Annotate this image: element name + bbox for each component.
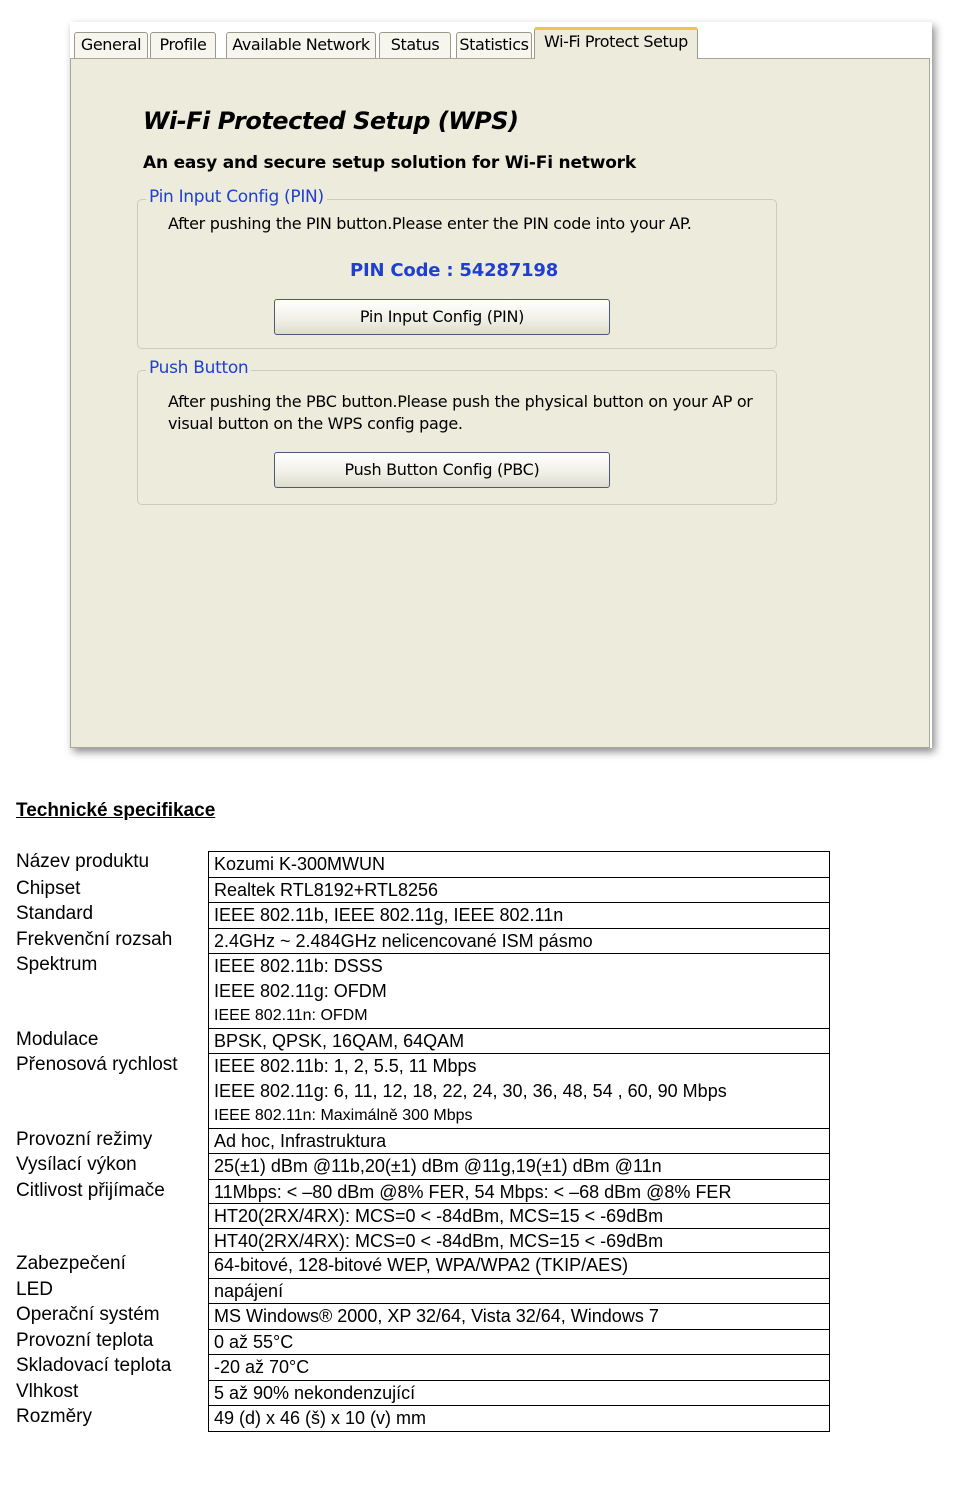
page-title: Wi-Fi Protected Setup (WPS)	[143, 107, 519, 135]
spec-value-line: napájení	[214, 1280, 284, 1301]
spec-value-line: Ad hoc, Infrastruktura	[214, 1130, 387, 1151]
spec-value-line: 49 (d) x 46 (š) x 10 (v) mm	[214, 1408, 427, 1428]
spec-value	[208, 1253, 830, 1279]
spec-label: Rozměry	[16, 1406, 93, 1427]
spec-value	[208, 851, 830, 878]
tab-profile[interactable]: Profile	[150, 32, 216, 58]
spec-value-line: 0 až 55°C	[214, 1331, 294, 1352]
spec-value	[208, 954, 830, 1029]
spec-value-line: IEEE 802.11b, IEEE 802.11g, IEEE 802.11n	[214, 905, 564, 925]
spec-value	[208, 1279, 830, 1305]
spec-value-line: Kozumi K-300MWUN	[214, 854, 386, 874]
pin-input-group	[137, 187, 777, 349]
spec-label: Skladovací teplota	[16, 1355, 172, 1376]
pbc-group-description: After pushing the PBC button.Please push the physical button on your AP or visual button on the WPS config page.	[168, 392, 753, 433]
spec-row-operating-temp	[10, 1330, 830, 1356]
spec-value	[208, 1029, 830, 1055]
spec-row-standard	[10, 903, 830, 929]
wps-panel	[70, 58, 930, 748]
spec-label: Zabezpečení	[16, 1253, 126, 1274]
spec-value-line: HT40(2RX/4RX): MCS=0 < -84dBm, MCS=15 < -69dBm	[209, 1229, 829, 1254]
pin-group-description: After pushing the PIN button.Please enter the PIN code into your AP.	[168, 214, 692, 233]
spec-value-line: IEEE 802.11b: DSSS	[214, 956, 383, 976]
spec-value-line: BPSK, QPSK, 16QAM, 64QAM	[214, 1030, 465, 1051]
spec-value-line: 5 až 90% nekondenzující	[214, 1382, 416, 1403]
spec-row-operating-modes	[10, 1129, 830, 1155]
spec-row-tx-power	[10, 1154, 830, 1180]
tab-wifi-protect-setup[interactable]: Wi-Fi Protect Setup	[534, 27, 698, 59]
wps-utility-screenshot	[70, 22, 932, 748]
spec-row-modulation	[10, 1029, 830, 1055]
spec-heading: Technické specifikace	[16, 800, 216, 821]
spec-row-data-rate	[10, 1054, 830, 1129]
spec-value-line: HT20(2RX/4RX): MCS=0 < -84dBm, MCS=15 < -69dBm	[209, 1204, 829, 1229]
spec-value	[208, 1154, 830, 1180]
spec-value	[208, 1129, 830, 1155]
pin-group-title: Pin Input Config (PIN)	[146, 187, 327, 207]
spec-label: Frekvenční rozsah	[16, 928, 173, 950]
spec-value-line: IEEE 802.11n: OFDM	[214, 1007, 368, 1024]
spec-value-line: IEEE 802.11b: 1, 2, 5.5, 11 Mbps	[214, 1056, 477, 1076]
spec-label: Vlhkost	[16, 1380, 79, 1402]
spec-label: Spektrum	[16, 954, 98, 975]
spec-value	[208, 1180, 830, 1254]
spec-value-line: 2.4GHz ~ 2.484GHz nelicencované ISM pásmo	[214, 930, 593, 951]
spec-value-line: 64-bitové, 128-bitové WEP, WPA/WPA2 (TKIP/AES)	[214, 1255, 629, 1275]
spec-value-line: IEEE 802.11g: 6, 11, 12, 18, 22, 24, 30, 36, 48, 54 , 60, 90 Mbps	[214, 1080, 727, 1101]
spec-row-dimensions	[10, 1406, 830, 1432]
spec-label: Vysílací výkon	[16, 1154, 137, 1175]
push-button-config-button[interactable]: Push Button Config (PBC)	[274, 452, 610, 488]
pbc-group-title: Push Button	[146, 358, 251, 378]
spec-value-line: -20 až 70°C	[214, 1357, 310, 1377]
push-button-group	[137, 358, 777, 505]
tab-general[interactable]: General	[74, 32, 148, 58]
pin-input-config-button[interactable]: Pin Input Config (PIN)	[274, 299, 610, 335]
spec-row-chipset	[10, 878, 830, 904]
spec-value	[208, 1355, 830, 1381]
spec-value	[208, 903, 830, 929]
spec-row-led	[10, 1279, 830, 1305]
spec-row-frequency	[10, 929, 830, 955]
spec-value	[208, 1304, 830, 1330]
spec-value	[208, 929, 830, 955]
spec-table	[10, 851, 830, 1432]
spec-row-product-name	[10, 851, 830, 878]
tab-available-network[interactable]: Available Network	[226, 32, 376, 58]
spec-row-humidity	[10, 1381, 830, 1407]
spec-label: Přenosová rychlost	[16, 1054, 178, 1075]
spec-value-line: IEEE 802.11n: Maximálně 300 Mbps	[214, 1107, 473, 1124]
pin-code-readout: PIN Code : 54287198	[350, 260, 559, 281]
tab-status[interactable]: Status	[379, 32, 451, 58]
spec-value	[208, 1330, 830, 1356]
spec-value-line: IEEE 802.11g: OFDM	[214, 980, 387, 1001]
spec-label: Citlivost přijímače	[16, 1179, 165, 1201]
spec-value	[208, 878, 830, 904]
spec-row-sensitivity	[10, 1180, 830, 1254]
spec-value-line: 25(±1) dBm @11b,20(±1) dBm @11g,19(±1) dBm @11n	[214, 1156, 662, 1176]
spec-row-storage-temp	[10, 1355, 830, 1381]
spec-row-spectrum	[10, 954, 830, 1029]
spec-row-os	[10, 1304, 830, 1330]
spec-label: Provozní režimy	[16, 1128, 153, 1150]
spec-value-line: 11Mbps: < –80 dBm @8% FER, 54 Mbps: < –68 dBm @8% FER	[209, 1180, 829, 1205]
spec-label: Standard	[16, 903, 94, 924]
page-subtitle: An easy and secure setup solution for Wi-Fi network	[143, 153, 636, 173]
spec-value-line: Realtek RTL8192+RTL8256	[214, 879, 438, 900]
tab-statistics[interactable]: Statistics	[456, 32, 532, 58]
spec-value-line: MS Windows® 2000, XP 32/64, Vista 32/64, Windows 7	[214, 1306, 659, 1326]
spec-value	[208, 1381, 830, 1407]
spec-label: Název produktu	[16, 851, 150, 872]
spec-label: Modulace	[16, 1028, 99, 1050]
spec-label: Operační systém	[16, 1304, 160, 1325]
spec-row-security	[10, 1253, 830, 1279]
spec-label: Provozní teplota	[16, 1329, 154, 1351]
spec-label: LED	[16, 1278, 53, 1300]
spec-value	[208, 1406, 830, 1432]
spec-value	[208, 1054, 830, 1129]
spec-label: Chipset	[16, 877, 81, 899]
